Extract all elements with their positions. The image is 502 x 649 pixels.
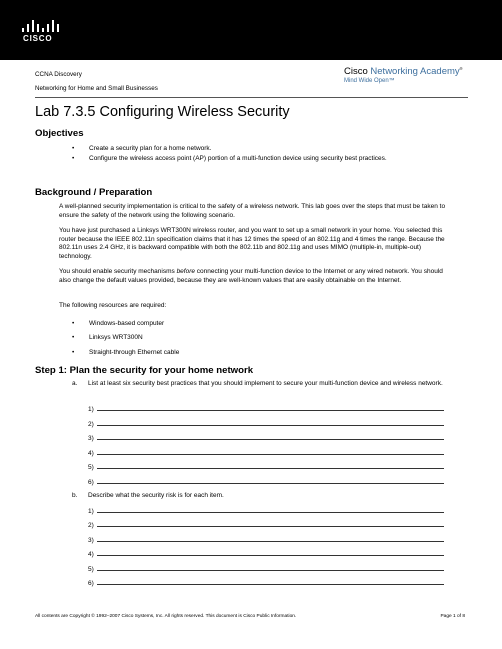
answer-line[interactable]: 2) bbox=[88, 420, 444, 428]
cisco-logo bbox=[21, 18, 61, 46]
objective-item: • Configure the wireless access point (AP) portion of a multi-function device using security best practices. bbox=[72, 155, 387, 162]
cisco-header-bar bbox=[0, 0, 502, 60]
bullet-icon: • bbox=[72, 145, 75, 152]
step1-part-a: a. List at least six security best practices that you should implement to secure your multi-function device and wireless network. bbox=[72, 380, 443, 387]
answer-line[interactable]: 3) bbox=[88, 434, 444, 442]
answer-line[interactable]: 4) bbox=[88, 449, 444, 457]
answer-line[interactable]: 1) bbox=[88, 405, 444, 413]
answer-line[interactable]: 5) bbox=[88, 565, 444, 573]
header-divider bbox=[35, 97, 468, 98]
step1-part-b: b. Describe what the security risk is for each item. bbox=[72, 492, 224, 499]
copyright-notice: All contents are Copyright © 1992–2007 Cisco Systems, Inc. All rights reserved. This document is Cisco Public Information. bbox=[35, 614, 297, 619]
background-paragraph-3: You should enable security mechanisms before connecting your multi-function device to the Internet or any wired network. You should also change the default values provided, because they are well-known values that are easily obtainable on the Internet. bbox=[59, 268, 443, 284]
brand-academy: Networking Academy bbox=[370, 66, 460, 78]
course-subtitle: Networking for Home and Small Businesses bbox=[35, 85, 158, 92]
page-title: Lab 7.3.5 Configuring Wireless Security bbox=[35, 104, 290, 120]
cisco-logo-text: CISCO bbox=[23, 34, 53, 43]
emphasis-before: before bbox=[176, 268, 195, 275]
resource-item: • Straight-through Ethernet cable bbox=[72, 349, 180, 356]
step1-heading: Step 1: Plan the security for your home network bbox=[35, 365, 254, 376]
answer-line[interactable]: 5) bbox=[88, 463, 444, 471]
answer-line[interactable]: 6) bbox=[88, 579, 444, 587]
academy-brand bbox=[344, 66, 463, 77]
cisco-bridge-icon bbox=[21, 18, 61, 32]
objectives-heading: Objectives bbox=[35, 128, 84, 139]
resource-item: • Windows-based computer bbox=[72, 320, 165, 327]
course-name: CCNA Discovery bbox=[35, 71, 82, 78]
networking-academy-logo bbox=[344, 66, 463, 84]
academy-tagline: Mind Wide Open™ bbox=[344, 78, 395, 85]
registered-mark: ® bbox=[459, 66, 463, 71]
background-paragraph-1: A well-planned security implementation is critical to the safety of a wireless network. This lab goes over the steps that must be taken to ensure the safety of the network using the following scenario. bbox=[59, 203, 446, 219]
answer-line[interactable]: 2) bbox=[88, 521, 444, 529]
answer-line[interactable]: 3) bbox=[88, 536, 444, 544]
background-paragraph-2: You have just purchased a Linksys WRT300N wireless router, and you want to set up a small network in your home. You selected this router because the IEEE 802.11n specification claims that it has 12 times the speed of an 802.11g and 4 times the range. Because the 802.11n uses 2.4 GHz, it is backward compatible with both the 802.11b and 802.11g and uses MIMO (multiple-in, multiple-out) technology. bbox=[59, 227, 445, 260]
brand-cisco: Cisco bbox=[344, 66, 368, 78]
bullet-icon: • bbox=[72, 349, 75, 356]
bullet-icon: • bbox=[72, 155, 75, 162]
bullet-icon: • bbox=[72, 320, 75, 327]
background-heading: Background / Preparation bbox=[35, 187, 153, 198]
bullet-icon: • bbox=[72, 334, 75, 341]
resource-item: • Linksys WRT300N bbox=[72, 334, 143, 341]
objective-item: • Create a security plan for a home network. bbox=[72, 145, 212, 152]
resources-intro: The following resources are required: bbox=[59, 302, 167, 309]
answer-line[interactable]: 6) bbox=[88, 478, 444, 486]
course-info bbox=[35, 68, 158, 96]
page-number: Page 1 of 8 bbox=[440, 614, 465, 619]
answer-line[interactable]: 1) bbox=[88, 507, 444, 515]
answer-line[interactable]: 4) bbox=[88, 550, 444, 558]
page-footer bbox=[35, 614, 465, 619]
